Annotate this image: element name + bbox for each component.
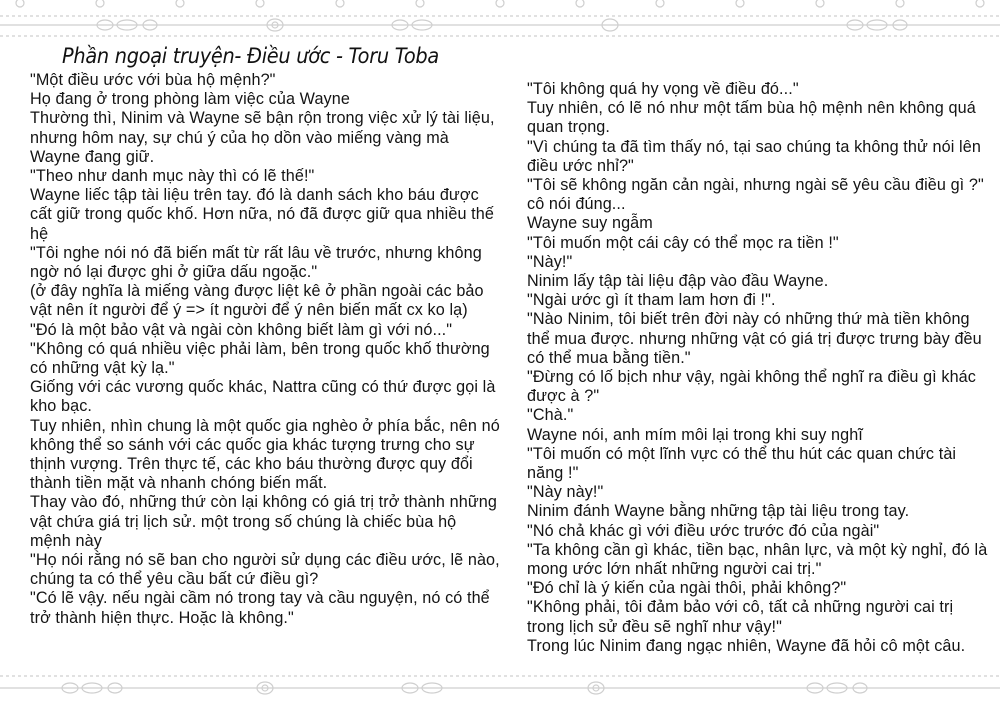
paragraph: "Tôi muốn một cái cây có thể mọc ra tiền !" (527, 233, 839, 252)
paragraph: Wayne suy ngẫm (527, 214, 653, 233)
paragraph: "Ta không cần gì khác, tiền bạc, nhân lực, và một kỳ nghỉ, đó là mong ước lớn nhất những người cai trị." (527, 540, 988, 579)
paragraph: Wayne liếc tập tài liệu trên tay. đó là danh sách kho báu được cất giữ trong quốc khố. Hơn nữa, nó đã được giữ qua nhiều thế hệ (30, 186, 494, 243)
top-ornamental-border (0, 0, 1000, 40)
paragraph: Ninim lấy tập tài liệu đập vào đầu Wayne. (527, 272, 829, 291)
paragraph: "Nào Ninim, tôi biết trên đời này có những thứ mà tiền không thể mua được. nhưng những vật có giá trị được trưng bày đều có thể mua bằng tiền." (527, 310, 982, 367)
paragraph: "Không có quá nhiều việc phải làm, bên trong quốc khố thường có những vật kỳ lạ." (30, 339, 490, 378)
paragraph: "Tôi nghe nói nó đã biến mất từ rất lâu về trước, nhưng không ngờ nó lại được ghi ở giữa dấu ngoặc." (30, 243, 482, 282)
chapter-title: Phần ngoại truyện- Điều ước - Toru Toba (62, 44, 439, 68)
paragraph: "Tôi muốn có một lĩnh vực có thể thu hút các quan chức tài năng !" (527, 444, 957, 483)
bottom-ornamental-border (0, 672, 1000, 712)
paragraph: "Ngài ước gì ít tham lam hơn đi !". (527, 291, 776, 310)
paragraph: "Vì chúng ta đã tìm thấy nó, tại sao chúng ta không thử nói lên điều ước nhỉ?" (527, 137, 981, 175)
floral-motif-icon (16, 0, 984, 7)
paragraph: Họ đang ở trong phòng làm việc của Wayne (30, 90, 350, 109)
paragraph: "Họ nói rằng nó sẽ ban cho người sử dụng các điều ước, lẽ nào, chúng ta có thể yêu cầu bất cứ điều gì? (30, 551, 500, 589)
paragraph: "Đó chỉ là ý kiến của ngài thôi, phải không?" (527, 579, 847, 598)
paragraph: "Tôi sẽ không ngăn cản ngài, nhưng ngài sẽ yêu cầu điều gì ?" (527, 176, 984, 195)
paragraph: Thay vào đó, những thứ còn lại không có giá trị trở thành những vật chứa giá trị lịch sử. một trong số chúng là chiếc bùa hộ mệnh này (30, 493, 497, 550)
paragraph: "Đừng có lố bịch như vậy, ngài không thể nghĩ ra điều gì khác được à ?" (527, 368, 976, 406)
paragraph: Wayne nói, anh mím môi lại trong khi suy nghĩ (527, 425, 863, 444)
paragraph: "Không phải, tôi đảm bảo với cô, tất cả những người cai trị trong lịch sử đều sẽ nghĩ như vậy!" (527, 598, 954, 636)
paragraph: Ninim đánh Wayne bằng những tập tài liệu trong tay. (527, 502, 910, 521)
right-text-column (527, 80, 992, 656)
paragraph: "Đó là một bảo vật và ngài còn không biết làm gì với nó..." (30, 320, 453, 339)
paragraph: "Có lẽ vậy. nếu ngài cầm nó trong tay và cầu nguyện, nó có thể trở thành hiện thực. Hoặc là không." (30, 589, 490, 627)
paragraph: Tuy nhiên, nhìn chung là một quốc gia nghèo ở phía bắc, nên nó không thể so sánh với các quốc gia khác tượng trưng cho sự thịnh vượng. Trên thực tế, các kho báu thường được quy đổi thành tiền mặt và nhanh chóng biến mất. (30, 416, 500, 493)
paragraph: Thường thì, Ninim và Wayne sẽ bận rộn trong việc xử lý tài liệu, nhưng hôm nay, sự chú ý của họ dồn vào miếng vàng mà Wayne đang giữ. (30, 109, 495, 166)
paragraph: Tuy nhiên, có lẽ nó như một tấm bùa hộ mệnh nên không quá quan trọng. (527, 99, 976, 137)
paragraph: "Một điều ước với bùa hộ mệnh?" (30, 71, 276, 89)
paragraph: Giống với các vương quốc khác, Nattra cũng có thứ được gọi là kho bạc. (30, 378, 496, 416)
paragraph: "Tôi không quá hy vọng về điều đó..." (527, 80, 799, 98)
paragraph: "Theo như danh mục này thì có lẽ thế!" (30, 167, 315, 186)
left-text-column (30, 71, 500, 628)
paragraph: "Chà." (527, 406, 574, 425)
paragraph: cô nói đúng... (527, 195, 626, 214)
paragraph: "Này này!" (527, 483, 604, 502)
paragraph: "Này!" (527, 252, 573, 271)
paragraph: Trong lúc Ninim đang ngạc nhiên, Wayne đã hỏi cô một câu. (527, 636, 966, 655)
paragraph: (ở đây nghĩa là miếng vàng được liệt kê ở phần ngoài các bảo vật nên ít người để ý => ít người để ý nên biến mất cx ko lạ) (30, 282, 484, 320)
paragraph: "Nó chả khác gì với điều ước trước đó của ngài" (527, 521, 880, 540)
